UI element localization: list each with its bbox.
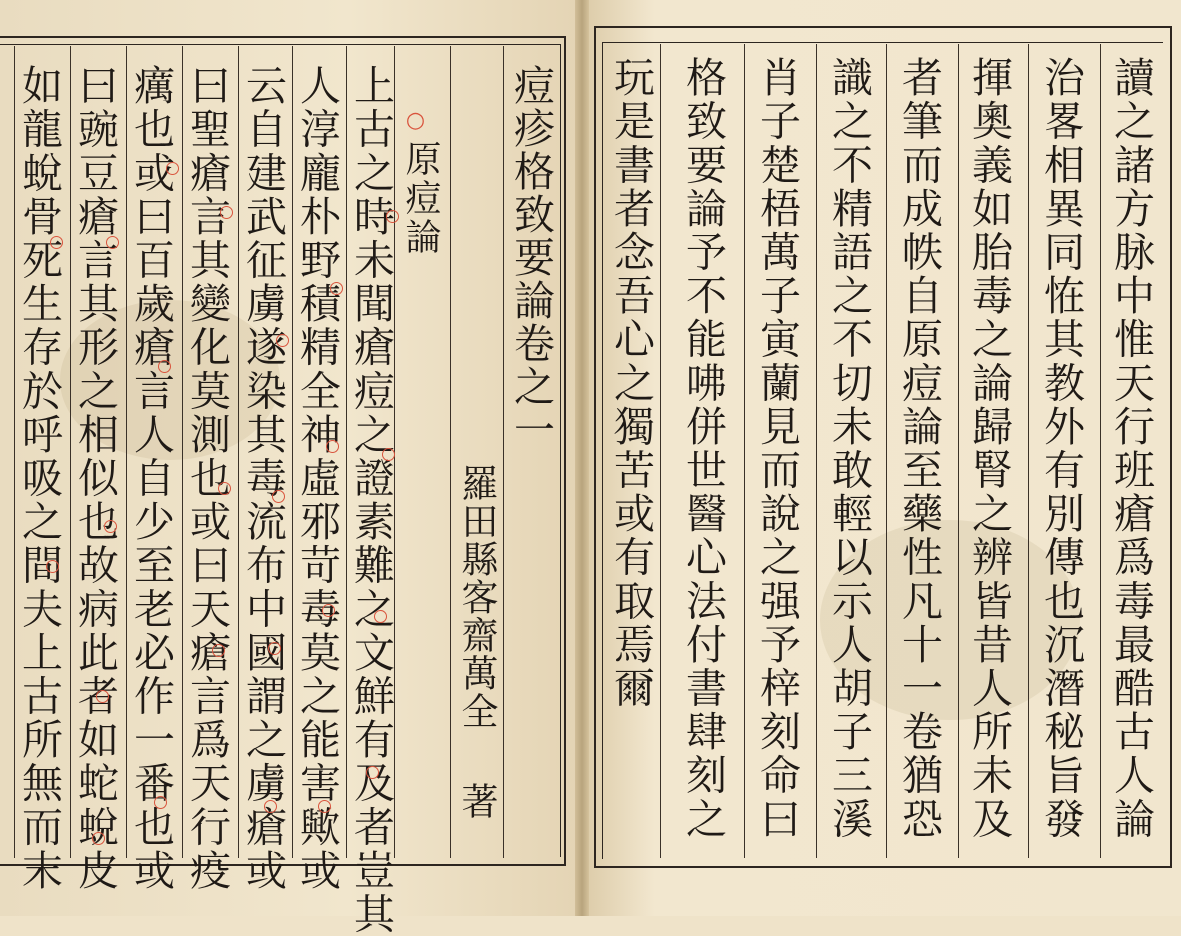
punctuation-mark (330, 282, 343, 295)
right-column-6: 肖子楚梧萬子寅蘭見而說之强予梓刻命曰 (753, 56, 801, 841)
punctuation-mark (268, 642, 281, 655)
column-rule (1100, 44, 1101, 858)
punctuation-mark (92, 832, 105, 845)
column-rule (744, 44, 745, 858)
section-mark: ○ (403, 108, 428, 136)
punctuation-mark (158, 360, 171, 373)
right-column-3: 揮奧義如胎毒之論歸腎之辨皆昔人所未及 (965, 56, 1013, 841)
punctuation-mark (322, 604, 335, 617)
right-column-5: 識之不精語之不切未敢輕以示人胡子三溪 (825, 56, 873, 841)
punctuation-mark (386, 210, 399, 223)
punctuation-mark (382, 448, 395, 461)
right-column-4: 者筆而成帙自原痘論至藥性凡十一卷猶恐 (895, 56, 943, 841)
column-rule (660, 44, 661, 858)
punctuation-mark (50, 236, 63, 249)
column-rule (816, 44, 817, 858)
column-rule (450, 46, 451, 858)
punctuation-mark (264, 800, 277, 813)
body-column-4: 曰聖瘡言其變化莫測也或曰天瘡言爲天行疫 (183, 64, 231, 893)
body-column-7: 如龍蛻骨死生存於呼吸之間夫上古所無而末 (15, 64, 63, 893)
right-column-1: 讀之諸方脉中惟天行班瘡爲毒最酷古人論 (1107, 56, 1155, 841)
punctuation-mark (154, 796, 167, 809)
punctuation-mark (218, 482, 231, 495)
body-column-3: 云自建武征虜遂染其毒流布中國謂之虜瘡或 (239, 64, 287, 893)
column-rule (1028, 44, 1029, 858)
author-suffix: 著 (455, 782, 498, 820)
volume-title: 痘疹格致要論卷之一 (507, 64, 555, 451)
body-column-6: 曰豌豆瘡言其形之相似也故病此者如蛇蛻皮 (71, 64, 119, 893)
punctuation-mark (106, 236, 119, 249)
right-column-8: 玩是書者念吾心之獨苦或有取焉爾 (607, 56, 655, 710)
punctuation-mark (374, 610, 387, 623)
book-gutter (575, 0, 589, 916)
punctuation-mark (220, 206, 233, 219)
author-name: 羅田縣客齋萬全 (455, 464, 498, 730)
body-column-1: 上古之時未聞瘡痘之證素難之文鮮有及者豈其 (347, 64, 395, 936)
column-rule (503, 46, 504, 858)
punctuation-mark (272, 490, 285, 503)
right-column-2: 治畧相異同恠其教外有別傳也沉潛秘旨發 (1037, 56, 1085, 841)
punctuation-mark (366, 766, 379, 779)
punctuation-mark (326, 440, 339, 453)
punctuation-mark (276, 334, 289, 347)
body-column-5: 癘也或曰百歲瘡言人自少至老必作一番也或 (127, 64, 175, 893)
punctuation-mark (166, 162, 179, 175)
column-rule (958, 44, 959, 858)
punctuation-mark (46, 560, 59, 573)
body-column-2: 人淳龐朴野積精全神虛邪苛毒莫之能害歟或 (293, 64, 341, 893)
punctuation-mark (96, 690, 109, 703)
punctuation-mark (318, 800, 331, 813)
right-column-7: 格致要論予不能咈併世醫心法付書肆刻之 (679, 56, 727, 841)
punctuation-mark (212, 644, 225, 657)
column-rule (886, 44, 887, 858)
punctuation-mark (104, 520, 117, 533)
section-title: 原痘論 (400, 140, 441, 257)
